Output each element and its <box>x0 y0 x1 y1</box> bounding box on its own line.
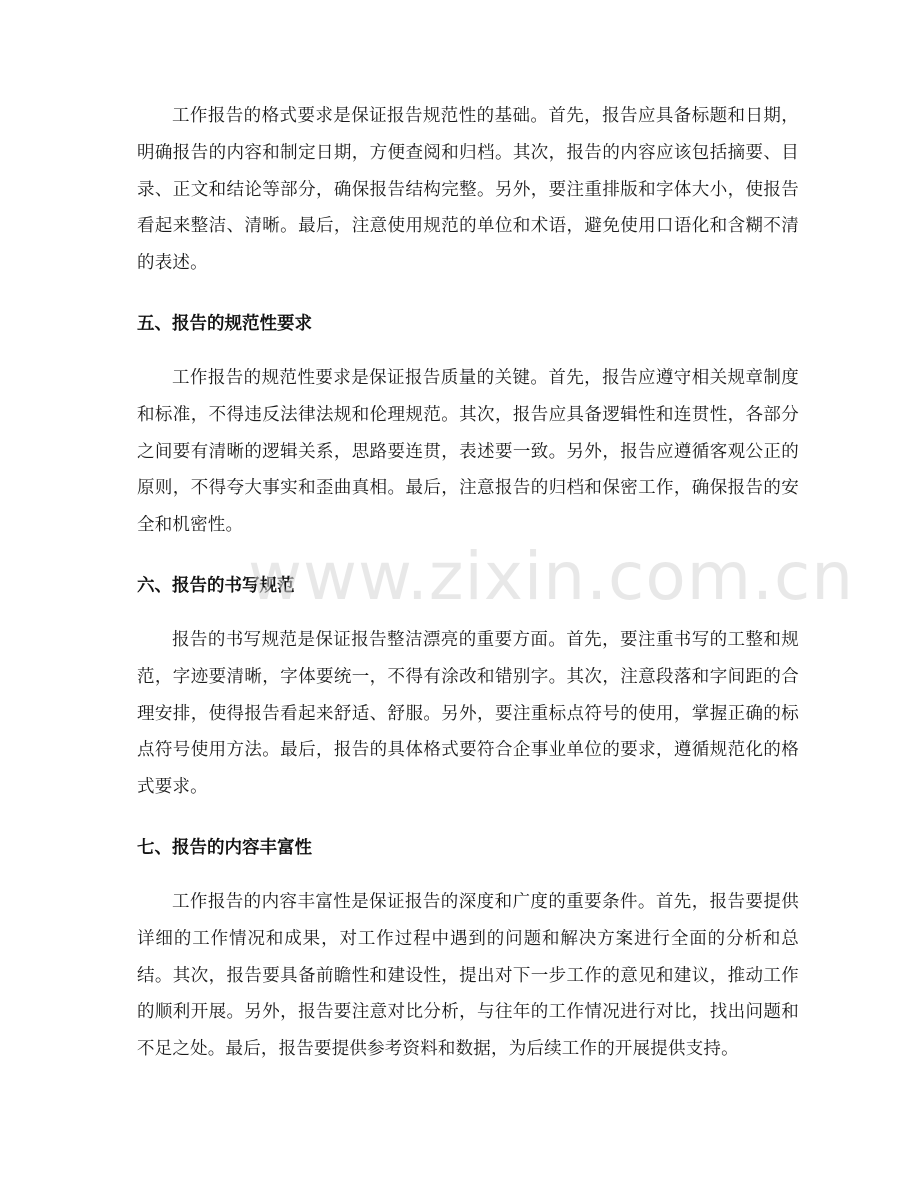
section-paragraph-5: 工作报告的规范性要求是保证报告质量的关键。首先，报告应遵守相关规章制度和标准，不得违反法律法规和伦理规范。其次，报告应具备逻辑性和连贯性，各部分之间要有清晰的逻辑关系，思路要连贯，表述要一致。另外，报告应遵循客观公正的原则，不得夸大事实和歪曲真相。最后，注意报告的归档和保密工作，确保报告的安全和机密性。 <box>137 367 799 536</box>
document-body <box>137 98 799 1068</box>
intro-paragraph: 工作报告的格式要求是保证报告规范性的基础。首先，报告应具备标题和日期，明确报告的内容和制定日期，方便查阅和归档。其次，报告的内容应该包括摘要、目录、正文和结论等部分，确保报告结构完整。另外，要注重排版和字体大小，使报告看起来整洁、清晰。最后，注意使用规范的单位和术语，避免使用口语化和含糊不清的表述。 <box>137 106 799 274</box>
section-heading-6: 六、报告的书写规范 <box>137 575 295 596</box>
section-heading-7: 七、报告的内容丰富性 <box>137 837 312 858</box>
watermark-text: www.zixin.com.cn <box>248 538 855 615</box>
section-paragraph-6: 报告的书写规范是保证报告整洁漂亮的重要方面。首先，要注重书写的工整和规范，字迹要清晰，字体要统一，不得有涂改和错别字。其次，注意段落和字间距的合理安排，使得报告看起来舒适、舒服。另外，要注重标点符号的使用，掌握正确的标点符号使用方法。最后，报告的具体格式要符合企事业单位的要求，遵循规范化的格式要求。 <box>137 629 799 798</box>
section-paragraph-7: 工作报告的内容丰富性是保证报告的深度和广度的重要条件。首先，报告要提供详细的工作情况和成果，对工作过程中遇到的问题和解决方案进行全面的分析和总结。其次，报告要具备前瞻性和建设性，提出对下一步工作的意见和建议，推动工作的顺利开展。另外，报告要注意对比分析，与往年的工作情况进行对比，找出问题和不足之处。最后，报告要提供参考资料和数据，为后续工作的开展提供支持。 <box>137 891 799 1060</box>
section-heading-5: 五、报告的规范性要求 <box>137 313 312 334</box>
